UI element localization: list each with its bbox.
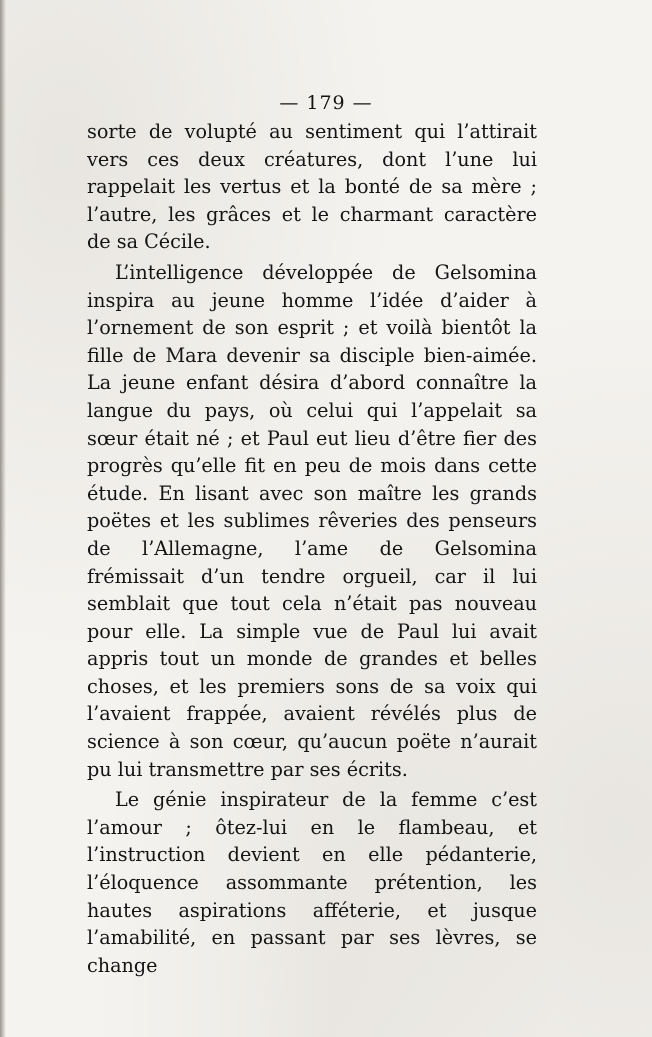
paragraph-genie: Le génie inspirateur de la femme c’est l’amour ; ôtez-lui en le flambeau, et l’instruction devient en elle pédanterie, l’éloquence assommante prétention, les hautes aspirations afféterie, et jusque l’amabilité, en passant par ses lèvres, se change xyxy=(87,788,537,977)
page-edge-shadow xyxy=(0,0,6,1037)
page-number: — 179 — xyxy=(279,92,373,114)
body-text xyxy=(87,118,537,979)
paragraph-continuation: sorte de volupté au sentiment qui l’attirait vers ces deux créatures, dont l’une lui rappelait les vertus et la bonté de sa mère ; l’autre, les grâces et le charmant caractère de sa Cécile. xyxy=(87,120,537,254)
paragraph-gelsomina: L’intelligence développée de Gelsomina inspira au jeune homme l’idée d’aider à l’ornement de son esprit ; et voilà bientôt la fille de Mara devenir sa disciple bien-aimée. La jeune enfant désira d’abord connaître la langue du pays, où celui qui l’appelait sa sœur était né ; et Paul eut lieu d’être fier des progrès qu’elle fit en peu de mois dans cette étude. En lisant avec son maître les grands poëtes et les sublimes rêveries des penseurs de l’Allemagne, l’ame de Gelsomina frémissait d’un tendre orgueil, car il lui semblait que tout cela n’était pas nouveau pour elle. La simple vue de Paul lui avait appris tout un monde de grandes et belles choses, et les premiers sons de sa voix qui l’avaient frappée, avaient révélés plus de science à son cœur, qu’aucun poëte n’aurait pu lui transmettre par ses écrits. xyxy=(87,260,537,781)
